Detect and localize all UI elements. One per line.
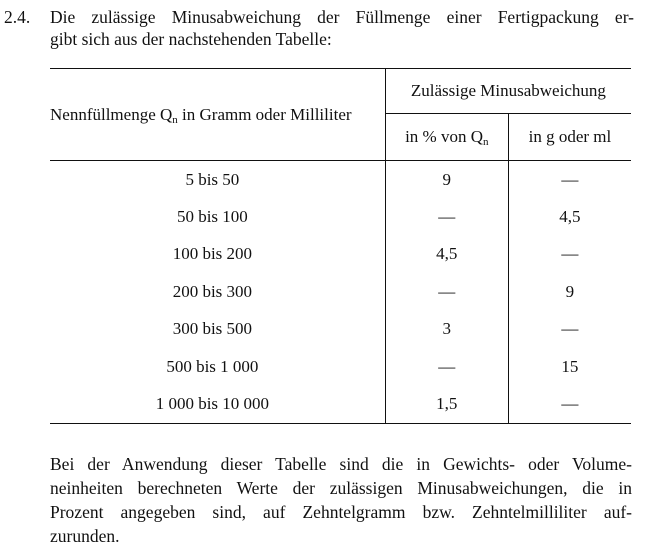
table-row [50, 311, 631, 348]
absolute-cell: — [561, 169, 579, 189]
absolute-cell: — [508, 385, 631, 423]
table-row [50, 236, 631, 273]
absolute-cell: — [561, 319, 579, 339]
table-row [50, 385, 631, 423]
percent-header: in % von $Q_n$ [385, 114, 508, 161]
percent-cell: — [385, 273, 508, 310]
range-cell: 50 bis 100 [50, 198, 385, 235]
section-text-line-2: gibt sich aus der nachstehenden Tabelle: [50, 29, 332, 49]
table-header-row [50, 69, 631, 114]
section-number: 2.4. [4, 7, 31, 27]
table-row [50, 161, 631, 199]
deviation-table [50, 68, 631, 424]
unit-header: in g oder ml [528, 127, 612, 147]
range-cell: 200 bis 300 [50, 273, 385, 310]
nominal-quantity-header: Nennfüllmenge $Q_n$ in Gramm oder Milliliter [50, 69, 385, 161]
note-line-2: neinheiten berechneten Werte der zulässigen Minusabweichungen, die in [50, 478, 632, 498]
absolute-cell: 9 [565, 281, 575, 301]
permitted-deviation-header: Zulässige Minusabweichung [385, 69, 631, 114]
absolute-cell: 15 [561, 356, 579, 376]
range-cell: 1 000 bis 10 000 [50, 385, 385, 423]
percent-cell: 4,5 [385, 236, 508, 273]
note-line-3: Prozent angegeben sind, auf Zehntelgramm bzw. Zehntelmilliliter auf- [50, 502, 632, 522]
absolute-cell: — [561, 244, 579, 264]
table-row [50, 273, 631, 310]
range-cell: 100 bis 200 [50, 236, 385, 273]
absolute-cell: 4,5 [559, 207, 581, 227]
table-row [50, 198, 631, 235]
percent-cell: 3 [385, 311, 508, 348]
note-paragraph [50, 452, 632, 548]
table-row [50, 348, 631, 385]
table-body [50, 161, 631, 424]
range-cell: 500 bis 1 000 [50, 348, 385, 385]
percent-cell: 1,5 [385, 385, 508, 423]
section-text-line-1: Die zulässige Minusabweichung der Füllmenge einer Fertigpackung er- [50, 7, 634, 27]
range-cell: 300 bis 500 [50, 311, 385, 348]
note-line-1: Bei der Anwendung dieser Tabelle sind die in Gewichts- oder Volume- [50, 454, 632, 474]
note-line-4: zurunden. [50, 526, 120, 546]
section-text [50, 6, 634, 50]
percent-cell: — [385, 348, 508, 385]
range-cell: 5 bis 50 [50, 161, 385, 199]
percent-cell: 9 [385, 161, 508, 199]
percent-cell: — [385, 198, 508, 235]
